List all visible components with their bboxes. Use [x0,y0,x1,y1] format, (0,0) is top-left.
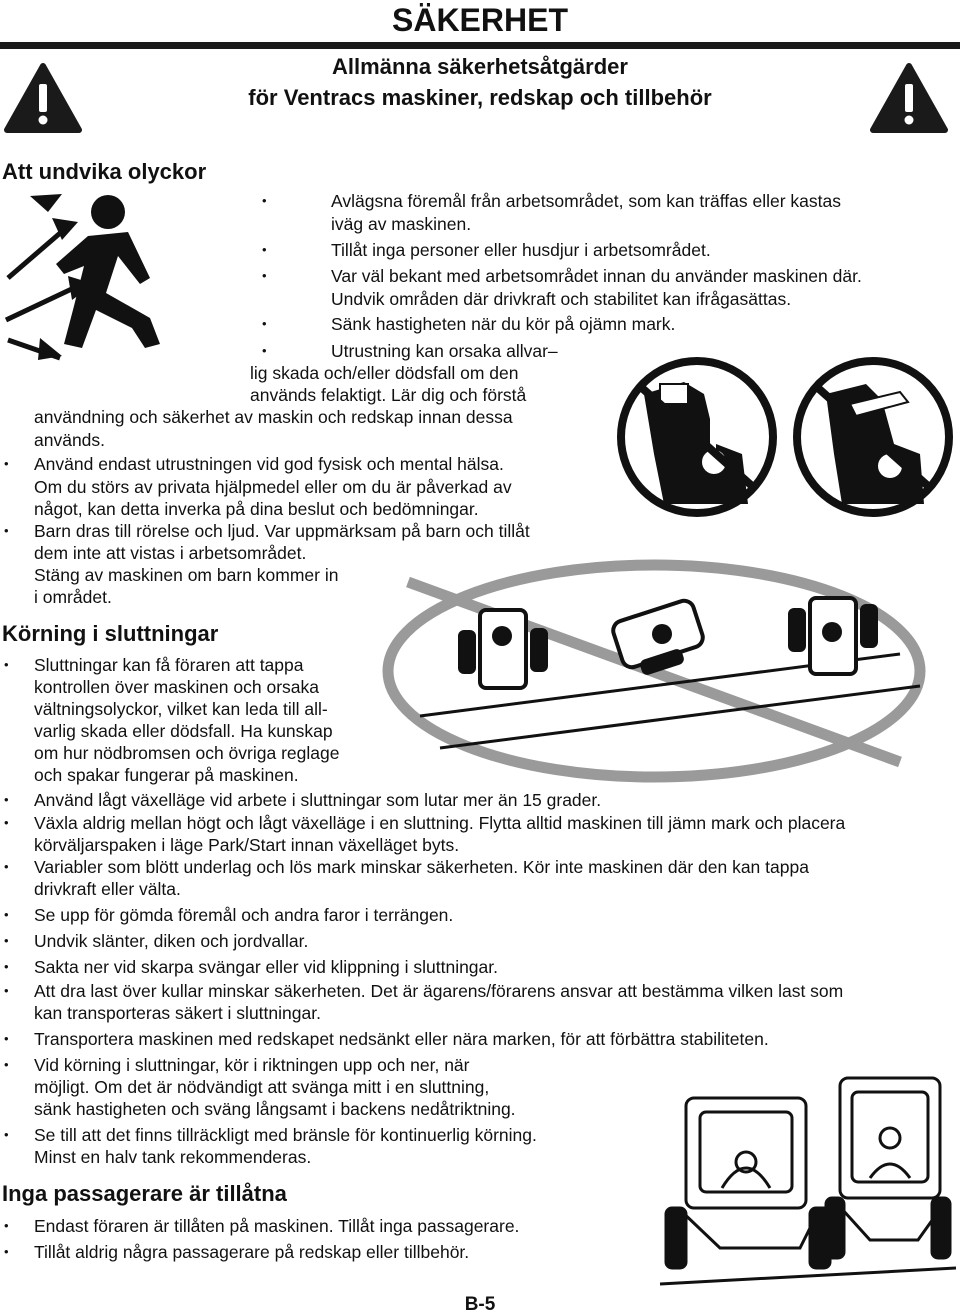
page-number: B-5 [464,1294,496,1315]
text-line: kontrollen över maskinen och orsaka [34,677,320,697]
bullet: • [4,657,9,672]
text-line: Använd endast utrustningen vid god fysisk och mental hälsa. [34,454,504,474]
no-alcohol-icon [790,354,956,520]
text-line: Transportera maskinen med redskapet nedsänkt eller nära marken, för att förbättra stabiliteten. [34,1029,769,1049]
text-line: Var väl bekant med arbetsområdet innan du använder maskinen där. [331,266,862,286]
text-line: dem inte att vistas i arbetsområdet. [34,543,307,563]
section-heading-passengers: Inga passagerare är tillåtna [2,1181,287,1206]
text-line: Minst en halv tank rekommenderas. [34,1147,312,1167]
text-line: körväljarspaken i läge Park/Start innan växelläget byts. [34,835,460,855]
bullet: • [4,456,9,471]
text-line: Vid körning i sluttningar, kör i riktningen upp och ner, när [34,1055,470,1075]
text-line: Utrustning kan orsaka allvar– [331,341,558,361]
text-line: något, kan detta inverka på dina beslut och bedömningar. [34,499,479,519]
section-heading-accidents: Att undvika olyckor [2,159,207,184]
text-line: Se upp för gömda föremål och andra faror i terrängen. [34,905,454,925]
bullet: • [4,933,9,948]
bullet: • [262,193,267,208]
no-slope-tipping-icon [380,558,928,784]
text-line: användning och säkerhet av maskin och redskap innan dessa [34,407,513,427]
text-line: i området. [34,587,112,607]
warning-left-icon [4,62,82,134]
text-line: Variabler som blött underlag och lös mark minskar säkerheten. Kör inte maskinen där den kan tappa [34,857,809,877]
bullet: • [262,268,267,283]
text-line: Tillåt aldrig några passagerare på redskap eller tillbehör. [34,1242,470,1262]
thrown-object-person-icon [0,188,200,363]
bullet: • [4,859,9,874]
text-line: möjligt. Om det är nödvändigt att svänga mitt i en sluttning, [34,1077,490,1097]
text-line: Använd lågt växelläge vid arbete i sluttningar som lutar mer än 15 grader. [34,790,602,810]
bullet: • [4,959,9,974]
text-line: Sakta ner vid skarpa svängar eller vid klippning i sluttningar. [34,957,498,977]
bullet: • [4,1057,9,1072]
bullet: • [262,343,267,358]
bullet: • [4,983,9,998]
bullet: • [4,1244,9,1259]
text-line: varlig skada eller dödsfall. Ha kunskap [34,721,333,741]
text-line: Om du störs av privata hjälpmedel eller om du är påverkad av [34,477,512,497]
text-line: används felaktigt. Lär dig och förstå [250,385,527,405]
text-line: Sluttningar kan få föraren att tappa [34,655,304,675]
text-line: Endast föraren är tillåten på maskinen. Tillåt inga passagerare. [34,1216,520,1236]
bullet: • [4,1031,9,1046]
bullet: • [4,907,9,922]
text-line: Undvik slänter, diken och jordvallar. [34,931,309,951]
text-line: och spakar fungerar på maskinen. [34,765,299,785]
bullet: • [4,792,9,807]
bullet: • [262,242,267,257]
text-line: Tillåt inga personer eller husdjur i arbetsområdet. [331,240,711,260]
text-line: Avlägsna föremål från arbetsområdet, som kan träffas eller kastas [331,191,842,211]
text-line: lig skada och/eller dödsfall om den [250,363,519,383]
text-line: Se till att det finns tillräckligt med bränsle för kontinuerlig körning. [34,1125,537,1145]
bullet: • [4,815,9,830]
text-line: sänk hastigheten och sväng långsamt i backens nedåtriktning. [34,1099,516,1119]
no-drugs-icon [614,354,780,520]
page-title: SÄKERHET [391,2,568,38]
text-line: Att dra last över kullar minskar säkerheten. Det är ägarens/förarens ansvar att bestämma vilken last som [34,981,844,1001]
text-line: iväg av maskinen. [331,214,472,234]
text-line: om hur nödbromsen och övriga reglage [34,743,340,763]
warning-right-icon [870,62,948,134]
text-line: används. [34,430,106,450]
text-line: Barn dras till rörelse och ljud. Var uppmärksam på barn och tillåt [34,521,530,541]
text-line: kan transporteras säkert i sluttningar. [34,1003,321,1023]
text-line: vältningsolyckor, vilket kan leda till all- [34,699,328,719]
subtitle-line-1: Allmänna säkerhetsåtgärder [332,54,628,79]
text-line: Växla aldrig mellan högt och lågt växelläge i en sluttning. Flytta alltid maskinen till jämn mark och placera [34,813,846,833]
text-line: Stäng av maskinen om barn kommer in [34,565,339,585]
text-line: drivkraft eller välta. [34,879,181,899]
bullet: • [4,523,9,538]
bullet: • [262,316,267,331]
subtitle-line-2: för Ventracs maskiner, redskap och tillbehör [248,85,712,110]
text-line: Undvik områden där drivkraft och stabilitet kan ifrågasättas. [331,289,792,309]
section-heading-slopes: Körning i sluttningar [2,621,219,646]
tractor-slope-icon [660,1058,956,1292]
bullet: • [4,1218,9,1233]
title-rule [0,42,960,49]
text-line: Sänk hastigheten när du kör på ojämn mark. [331,314,676,334]
bullet: • [4,1127,9,1142]
